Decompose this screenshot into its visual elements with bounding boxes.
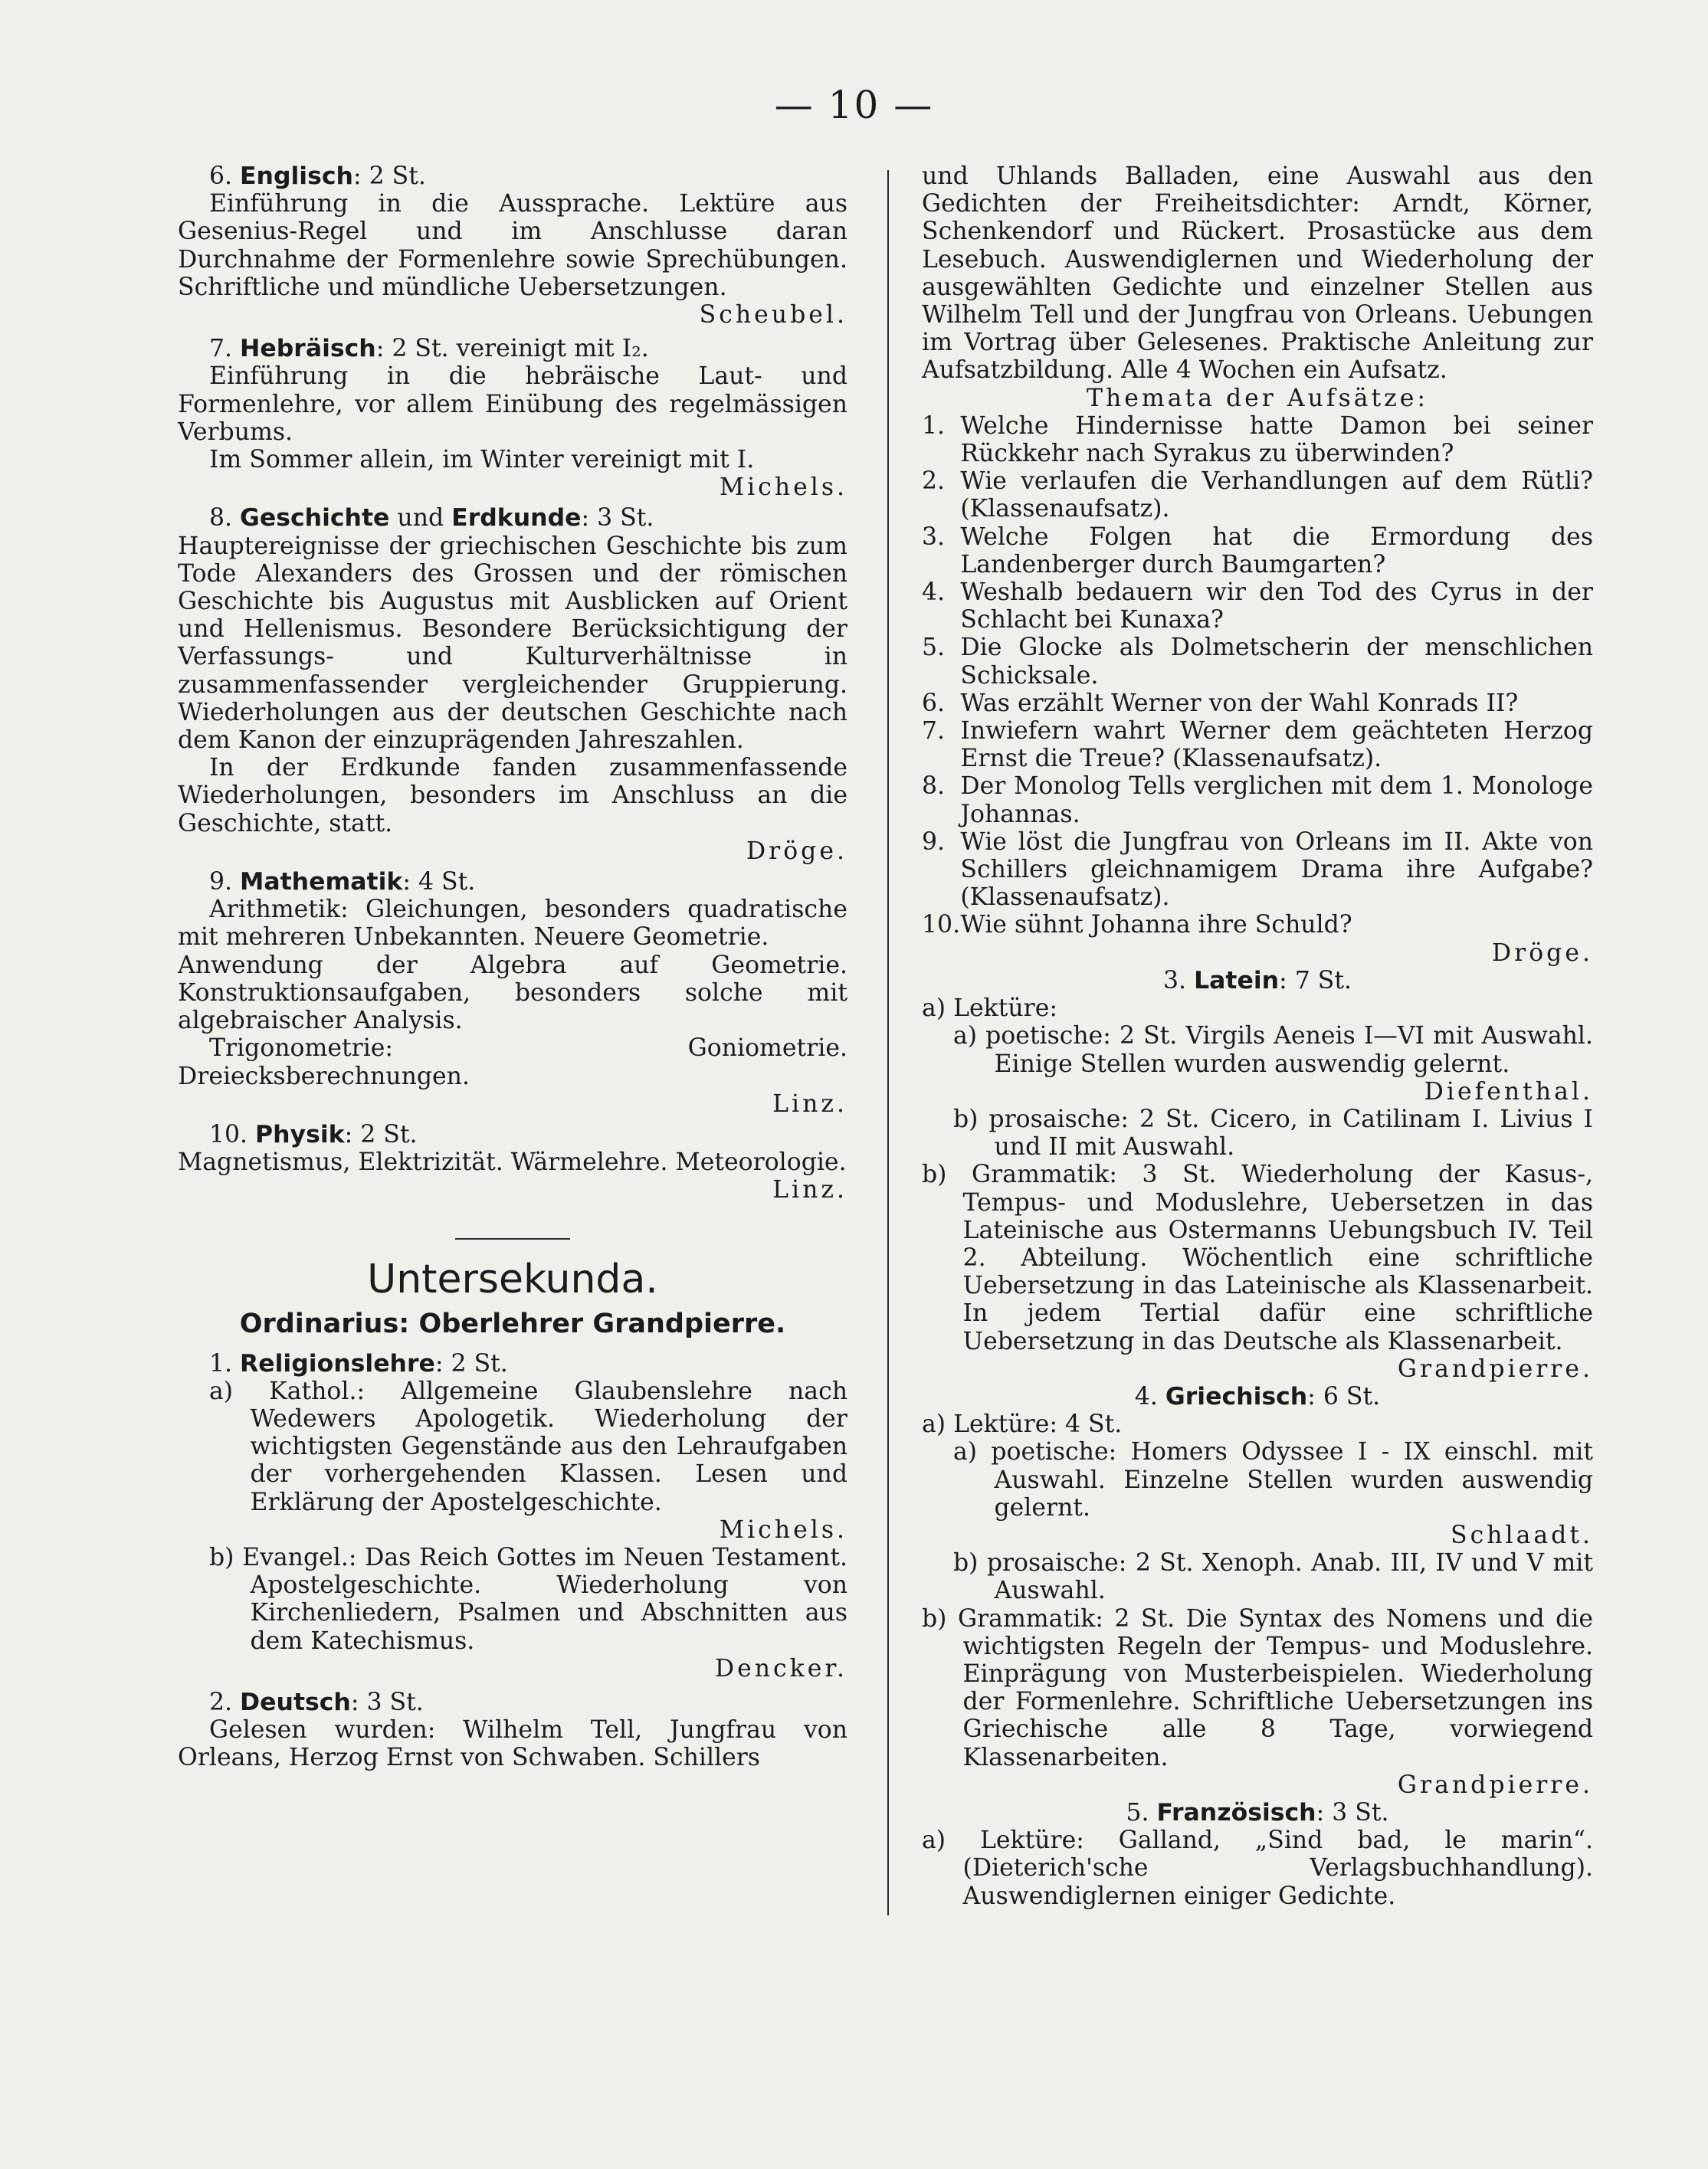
franzoesisch-heading: 5. Französisch: 3 St. bbox=[1126, 1798, 1389, 1827]
thema-number: 1. bbox=[922, 411, 946, 440]
thema-number: 6. bbox=[922, 689, 946, 717]
griechisch-heading: 4. Griechisch: 6 St. bbox=[1134, 1382, 1381, 1411]
thema-item bbox=[922, 911, 1593, 939]
thema-number: 7. bbox=[922, 717, 946, 745]
mathematik-signature: Linz. bbox=[772, 1089, 847, 1118]
thema-text: Die Glocke als Dolmetscherin der menschlichen Schicksale. bbox=[960, 634, 1593, 690]
religion-kathol-signature: Michels. bbox=[719, 1515, 847, 1544]
latein-poetische-signature: Diefenthal. bbox=[1424, 1077, 1593, 1106]
geschichte-heading: 8. Geschichte und Erdkunde: 3 St. bbox=[208, 504, 654, 532]
deutsch-text: Gelesen wurden: Wilhelm Tell, Jungfrau von Orleans, Herzog Ernst von Schwaben. Schillers bbox=[178, 1716, 847, 1772]
thema-item bbox=[922, 690, 1593, 717]
mathematik-text-2: Anwendung der Algebra auf Geometrie. Konstruktionsaufgaben, besonders solche mit algebraischer Analysis. bbox=[178, 951, 847, 1035]
griechisch-prosaische: b) prosaische: 2 St. Xenoph. Anab. III, IV und V mit Auswahl. bbox=[952, 1549, 1593, 1605]
griechisch-grammatik: b) Grammatik: 2 St. Die Syntax des Nomens und die wichtigsten Regeln der Tempus- und Moduslehre. Einprägung von Musterbeispielen. Wiederholung der Formenlehre. Schriftliche Uebersetzungen ins Griechische alle 8 Tage, vorwiegend Klassenarbeiten. bbox=[922, 1604, 1593, 1771]
mathematik-heading: 9. Mathematik: 4 St. bbox=[208, 868, 476, 896]
thema-text: Was erzählt Werner von der Wahl Konrads II? bbox=[960, 689, 1519, 717]
hebraeisch-text-2: Im Sommer allein, im Winter vereinigt mit I. bbox=[208, 446, 755, 474]
hebraeisch-text: Einführung in die hebräische Laut- und Formenlehre, vor allem Einübung des regelmässigen Verbums. bbox=[178, 362, 847, 446]
griechisch-poetische: a) poetische: Homers Odyssee I - IX einschl. mit Auswahl. Einzelne Stellen wurden auswendig gelernt. bbox=[952, 1438, 1593, 1522]
latein-grammatik: b) Grammatik: 3 St. Wiederholung der Kasus-, Tempus- und Moduslehre, Uebersetzen in das Lateinische aus Ostermanns Uebungsbuch IV. Teil 2. Abteilung. Wöchentlich eine schriftliche Uebersetzung in das Lateinische als Klassenarbeit. In jedem Tertial dafür eine schriftliche Uebersetzung in das Deutsche als Klassenarbeit. bbox=[922, 1161, 1593, 1355]
religion-heading: 1. Religionslehre: 2 St. bbox=[208, 1349, 508, 1378]
thema-item bbox=[922, 578, 1593, 634]
thema-text: Welche Folgen hat die Ermordung des Landenberger durch Baumgarten? bbox=[960, 523, 1593, 578]
franzoesisch-lektuere: a) Lektüre: Galland, „Sind bad, le marin“. (Dieterich'sche Verlagsbuchhandlung). Auswendiglernen einiger Gedichte. bbox=[922, 1827, 1593, 1910]
griechisch-lektuere: a) Lektüre: 4 St. bbox=[922, 1411, 1123, 1439]
hebraeisch-signature: Michels. bbox=[719, 473, 847, 502]
thema-text: Der Monolog Tells verglichen mit dem 1. Monologe Johannas. bbox=[960, 772, 1593, 828]
section-title: Untersekunda. bbox=[367, 1256, 658, 1302]
ordinarius-heading: Ordinarius: Oberlehrer Grandpierre. bbox=[239, 1308, 786, 1339]
englisch-text: Einführung in die Aussprache. Lektüre aus Gesenius-Regel und im Anschlusse daran Durchnahme der Formenlehre sowie Sprechübungen. Schriftliche und mündliche Uebersetzungen. bbox=[178, 190, 847, 301]
latein-prosaische: b) prosaische: 2 St. Cicero, in Catilinam I. Livius I und II mit Auswahl. bbox=[952, 1105, 1593, 1161]
column-divider bbox=[887, 170, 889, 1915]
thema-text: Welche Hindernisse hatte Damon bei seiner Rückkehr nach Syrakus zu überwinden? bbox=[960, 411, 1593, 468]
themata-list bbox=[922, 412, 1593, 939]
religion-kathol: a) Kathol.: Allgemeine Glaubenslehre nach Wedewers Apologetik. Wiederholung der wichtigsten Gegenstände aus den Lehraufgaben der vorhergehenden Klassen. Lesen und Erklärung der Apostelgeschichte. bbox=[208, 1377, 847, 1516]
thema-number: 5. bbox=[922, 634, 946, 662]
mathematik-text-3: Trigonometrie: Goniometrie. Dreiecksberechnungen. bbox=[178, 1034, 847, 1090]
left-column bbox=[178, 162, 847, 1772]
griechisch-signature: Grandpierre. bbox=[1397, 1771, 1593, 1799]
latein-lektuere: a) Lektüre: bbox=[922, 994, 1057, 1023]
religion-evangel: b) Evangel.: Das Reich Gottes im Neuen Testament. Apostelgeschichte. Wiederholung von Kirchenliedern, Psalmen und Abschnitten aus dem Katechismus. bbox=[208, 1543, 847, 1655]
thema-text: Weshalb bedauern wir den Tod des Cyrus in der Schlacht bei Kunaxa? bbox=[960, 578, 1593, 634]
thema-item bbox=[922, 467, 1593, 523]
latein-heading: 3. Latein: 7 St. bbox=[1163, 966, 1352, 994]
griechisch-poetische-signature: Schlaadt. bbox=[1451, 1521, 1593, 1549]
section-divider bbox=[455, 1238, 570, 1240]
thema-item bbox=[922, 523, 1593, 578]
thema-text: Wie löst die Jungfrau von Orleans im II. Akte von Schillers gleichnamigem Drama ihre Aufgabe? (Klassenaufsatz). bbox=[960, 827, 1593, 912]
hebraeisch-heading: 7. Hebräisch: 2 St. vereinigt mit I₂. bbox=[208, 335, 649, 363]
thema-number: 3. bbox=[922, 523, 946, 551]
englisch-signature: Scheubel. bbox=[699, 301, 847, 329]
thema-item bbox=[922, 772, 1593, 827]
page-number: — 10 — bbox=[774, 83, 934, 127]
englisch-heading: 6. Englisch: 2 St. bbox=[208, 162, 426, 190]
thema-number: 8. bbox=[922, 772, 946, 801]
themata-signature: Dröge. bbox=[1491, 939, 1593, 967]
thema-number: 4. bbox=[922, 578, 946, 607]
deutsch-heading: 2. Deutsch: 3 St. bbox=[208, 1688, 424, 1716]
religion-evangel-signature: Dencker. bbox=[714, 1654, 847, 1682]
themata-heading: Themata der Aufsätze: bbox=[1086, 384, 1429, 412]
thema-number: 2. bbox=[922, 467, 946, 496]
thema-number: 10. bbox=[922, 911, 961, 939]
latein-signature: Grandpierre. bbox=[1397, 1355, 1593, 1383]
latein-poetische: a) poetische: 2 St. Virgils Aeneis I—VI mit Auswahl. Einige Stellen wurden auswendig gelernt. bbox=[952, 1022, 1593, 1078]
thema-item bbox=[922, 634, 1593, 689]
thema-number: 9. bbox=[922, 827, 946, 856]
right-column bbox=[922, 162, 1593, 1910]
mathematik-text-1: Arithmetik: Gleichungen, besonders quadratische mit mehreren Unbekannten. Neuere Geometrie. bbox=[178, 896, 847, 952]
thema-text: Wie verlaufen die Verhandlungen auf dem Rütli? (Klassenaufsatz). bbox=[960, 467, 1593, 523]
thema-item bbox=[922, 412, 1593, 467]
thema-text: Wie sühnt Johanna ihre Schuld? bbox=[960, 911, 1352, 939]
geschichte-text: Hauptereignisse der griechischen Geschichte bis zum Tode Alexanders des Grossen und der römischen Geschichte bis Augustus mit Ausblicken auf Orient und Hellenismus. Besondere Berücksichtigung der Verfassungs- und Kulturverhältnisse in zusammenfassender vergleichender Gruppierung. Wiederholungen aus der deutschen Geschichte nach dem Kanon der einzuprägenden Jahreszahlen. bbox=[178, 532, 847, 755]
physik-signature: Linz. bbox=[772, 1176, 847, 1204]
deutsch-continuation: und Uhlands Balladen, eine Auswahl aus den Gedichten der Freiheitsdichter: Arndt, Körner, Schenkendorf und Rückert. Prosastücke aus dem Lesebuch. Auswendiglernen und Wiederholung der ausgewählten Gedichte und einzelner Stellen aus Wilhelm Tell und der Jungfrau von Orleans. Uebungen im Vortrag über Gelesenes. Praktische Anleitung zur Aufsatzbildung. Alle 4 Wochen ein Aufsatz. bbox=[922, 162, 1593, 385]
geschichte-signature: Dröge. bbox=[746, 837, 847, 865]
geschichte-text-2: In der Erdkunde fanden zusammenfassende Wiederholungen, besonders im Anschluss an die Geschichte, statt. bbox=[178, 754, 847, 837]
physik-text: Magnetismus, Elektrizität. Wärmelehre. Meteorologie. bbox=[178, 1148, 847, 1177]
thema-item bbox=[922, 717, 1593, 772]
thema-item bbox=[922, 828, 1593, 912]
thema-text: Inwiefern wahrt Werner dem geächteten Herzog Ernst die Treue? (Klassenaufsatz). bbox=[960, 717, 1593, 773]
physik-heading: 10. Physik: 2 St. bbox=[208, 1120, 418, 1148]
